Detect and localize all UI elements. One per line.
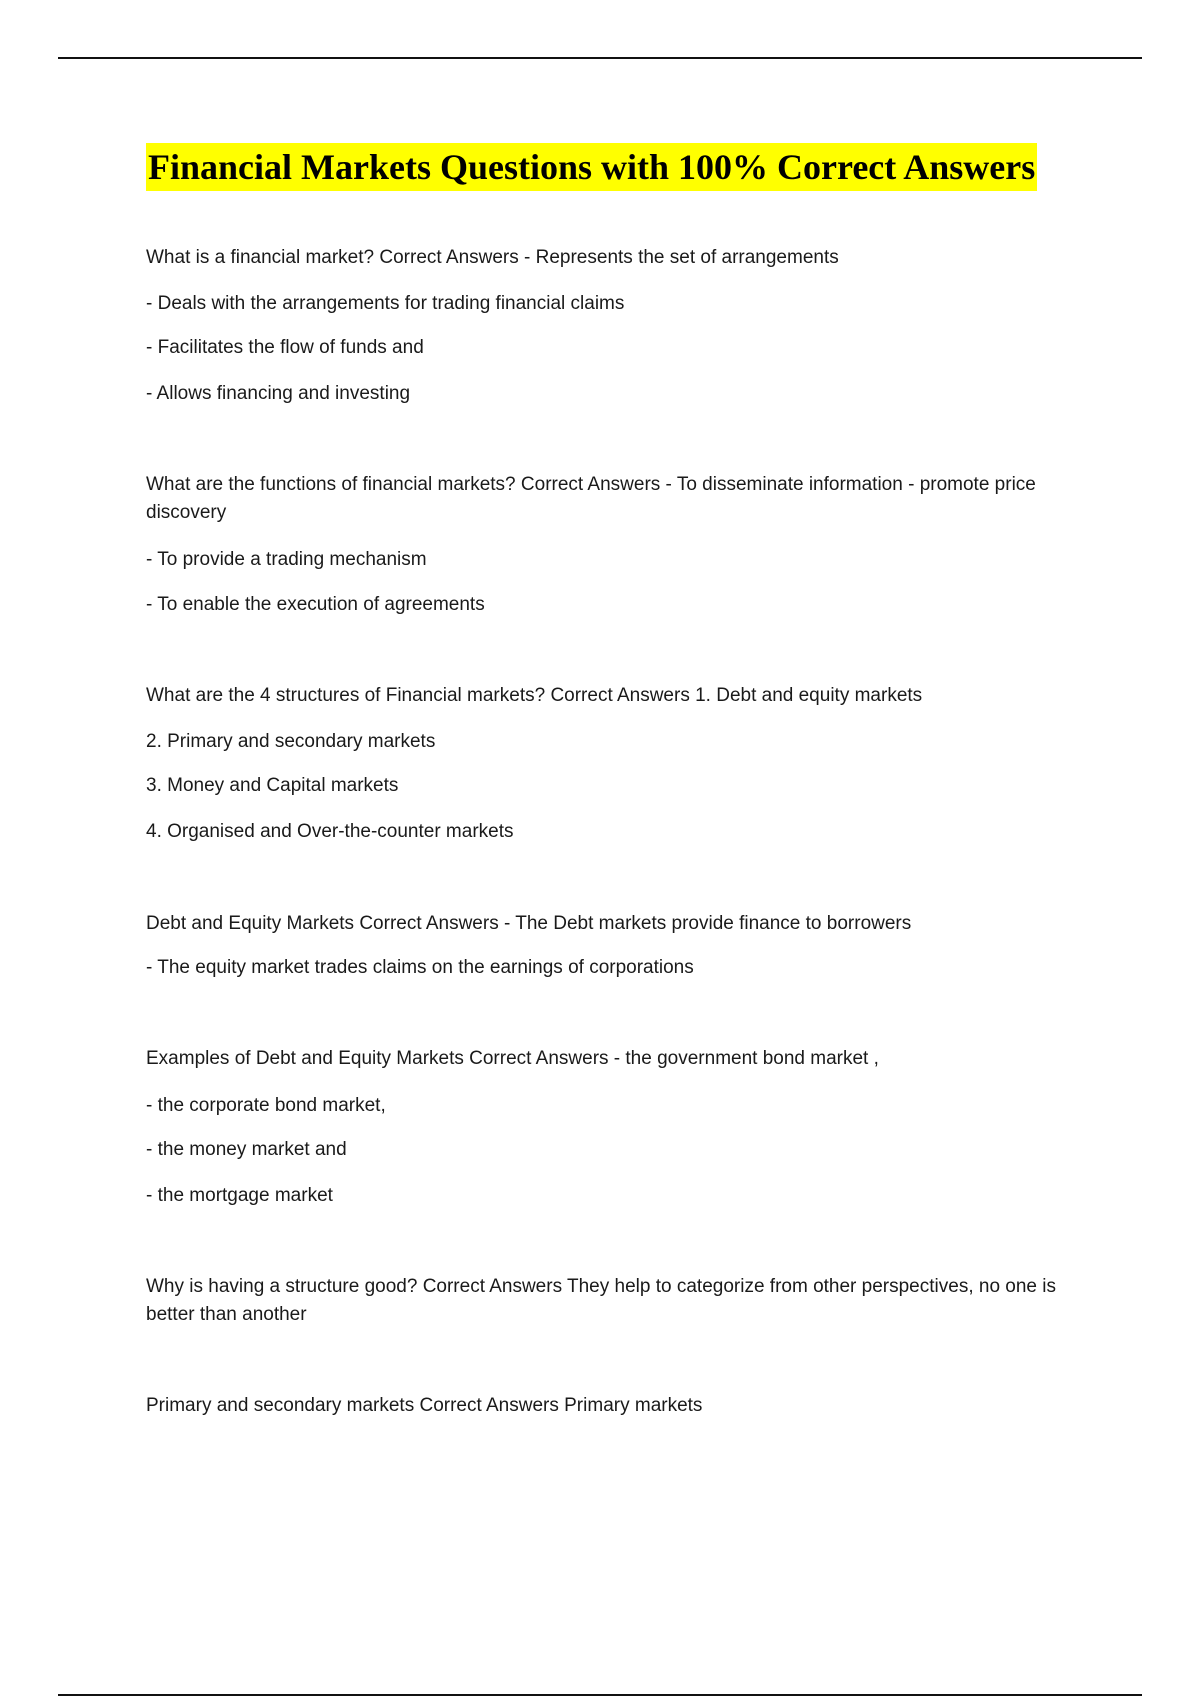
question-text: Why is having a structure good? Correct Answers They help to categorize from other perspectives, no one is better than another xyxy=(146,1276,1056,1325)
question-text: What are the 4 structures of Financial markets? Correct Answers 1. Debt and equity markets xyxy=(146,685,923,706)
answer-line: - the mortgage market xyxy=(146,1185,333,1206)
answer-line: - the corporate bond market, xyxy=(146,1095,386,1116)
document-title: Financial Markets Questions with 100% Correct Answers xyxy=(146,143,1037,191)
answer-line: - the money market and xyxy=(146,1139,347,1160)
answer-line: - Allows financing and investing xyxy=(146,383,411,404)
answer-line: - To enable the execution of agreements xyxy=(146,594,485,615)
question-text: Primary and secondary markets Correct Answers Primary markets xyxy=(146,1395,703,1416)
question-text: What is a financial market? Correct Answers - Represents the set of arrangements xyxy=(146,247,839,268)
answer-line: - Deals with the arrangements for trading financial claims xyxy=(146,293,625,314)
answer-line: - The equity market trades claims on the earnings of corporations xyxy=(146,957,694,978)
question-text: Debt and Equity Markets Correct Answers - The Debt markets provide finance to borrowers xyxy=(146,913,912,934)
header-rule xyxy=(58,57,1142,59)
answer-line: 2. Primary and secondary markets xyxy=(146,731,436,752)
question-text: What are the functions of financial markets? Correct Answers - To disseminate information - promote price discovery xyxy=(146,474,1036,523)
answer-line: 4. Organised and Over-the-counter markets xyxy=(146,821,514,842)
footer-rule xyxy=(58,1694,1142,1696)
question-text: Examples of Debt and Equity Markets Correct Answers - the government bond market , xyxy=(146,1048,879,1069)
answer-line: - To provide a trading mechanism xyxy=(146,549,427,570)
answer-line: - Facilitates the flow of funds and xyxy=(146,337,424,358)
answer-line: 3. Money and Capital markets xyxy=(146,775,399,796)
